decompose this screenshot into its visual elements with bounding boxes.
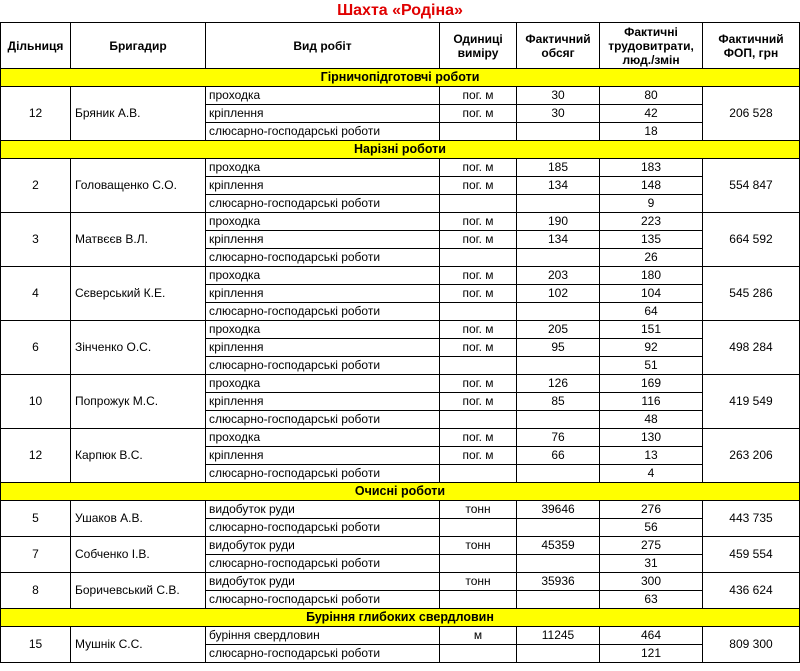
volume-cell	[517, 303, 600, 321]
unit-cell: пог. м	[440, 87, 517, 105]
work-type-cell: проходка	[206, 159, 440, 177]
unit-cell	[440, 555, 517, 573]
section-number-cell: 7	[1, 537, 71, 573]
payroll-cell: 459 554	[703, 537, 800, 573]
payroll-cell: 545 286	[703, 267, 800, 321]
labor-cell: 135	[600, 231, 703, 249]
foreman-cell: Попрожук М.С.	[71, 375, 206, 429]
labor-cell: 42	[600, 105, 703, 123]
volume-cell: 95	[517, 339, 600, 357]
table-row	[1, 213, 800, 231]
volume-cell: 30	[517, 87, 600, 105]
payroll-cell: 498 284	[703, 321, 800, 375]
volume-cell	[517, 411, 600, 429]
unit-cell: пог. м	[440, 285, 517, 303]
section-number-cell: 3	[1, 213, 71, 267]
volume-cell: 45359	[517, 537, 600, 555]
unit-cell	[440, 303, 517, 321]
labor-cell: 56	[600, 519, 703, 537]
section-number-cell: 8	[1, 573, 71, 609]
volume-cell: 134	[517, 177, 600, 195]
volume-cell	[517, 357, 600, 375]
group-header-row	[1, 141, 800, 159]
payroll-cell: 809 300	[703, 627, 800, 663]
work-type-cell: кріплення	[206, 177, 440, 195]
volume-cell	[517, 249, 600, 267]
unit-cell: пог. м	[440, 177, 517, 195]
section-number-cell: 15	[1, 627, 71, 663]
unit-cell: пог. м	[440, 105, 517, 123]
unit-cell	[440, 357, 517, 375]
work-type-cell: слюсарно-господарські роботи	[206, 249, 440, 267]
unit-cell	[440, 465, 517, 483]
volume-cell	[517, 645, 600, 663]
header-unit: Одиниці виміру	[440, 23, 517, 69]
payroll-cell: 263 206	[703, 429, 800, 483]
work-type-cell: видобуток руди	[206, 573, 440, 591]
work-type-cell: проходка	[206, 429, 440, 447]
labor-cell: 31	[600, 555, 703, 573]
work-type-cell: проходка	[206, 87, 440, 105]
payroll-cell: 206 528	[703, 87, 800, 141]
payroll-cell: 436 624	[703, 573, 800, 609]
header-section: Дільниця	[1, 23, 71, 69]
labor-cell: 300	[600, 573, 703, 591]
foreman-cell: Собченко І.В.	[71, 537, 206, 573]
labor-cell: 130	[600, 429, 703, 447]
payroll-cell: 554 847	[703, 159, 800, 213]
work-report-table	[0, 22, 800, 663]
work-type-cell: слюсарно-господарські роботи	[206, 303, 440, 321]
unit-cell	[440, 519, 517, 537]
unit-cell: тонн	[440, 537, 517, 555]
unit-cell	[440, 195, 517, 213]
labor-cell: 26	[600, 249, 703, 267]
work-type-cell: проходка	[206, 321, 440, 339]
table-row	[1, 573, 800, 591]
unit-cell: пог. м	[440, 375, 517, 393]
work-type-cell: слюсарно-господарські роботи	[206, 645, 440, 663]
payroll-cell: 419 549	[703, 375, 800, 429]
labor-cell: 51	[600, 357, 703, 375]
volume-cell: 203	[517, 267, 600, 285]
section-number-cell: 12	[1, 87, 71, 141]
payroll-cell: 443 735	[703, 501, 800, 537]
volume-cell: 190	[517, 213, 600, 231]
work-type-cell: слюсарно-господарські роботи	[206, 519, 440, 537]
volume-cell: 85	[517, 393, 600, 411]
foreman-cell: Матвєєв В.Л.	[71, 213, 206, 267]
table-row	[1, 321, 800, 339]
header-row	[1, 23, 800, 69]
section-number-cell: 12	[1, 429, 71, 483]
work-type-cell: кріплення	[206, 105, 440, 123]
work-type-cell: проходка	[206, 213, 440, 231]
table-row	[1, 87, 800, 105]
labor-cell: 18	[600, 123, 703, 141]
table-row	[1, 159, 800, 177]
labor-cell: 4	[600, 465, 703, 483]
work-type-cell: кріплення	[206, 447, 440, 465]
labor-cell: 92	[600, 339, 703, 357]
unit-cell: тонн	[440, 501, 517, 519]
foreman-cell: Зінченко О.С.	[71, 321, 206, 375]
unit-cell	[440, 411, 517, 429]
unit-cell: м	[440, 627, 517, 645]
work-type-cell: слюсарно-господарські роботи	[206, 195, 440, 213]
page-title: Шахта «Родіна»	[337, 2, 463, 19]
unit-cell: пог. м	[440, 213, 517, 231]
labor-cell: 9	[600, 195, 703, 213]
volume-cell	[517, 465, 600, 483]
work-type-cell: кріплення	[206, 285, 440, 303]
table-row	[1, 627, 800, 645]
labor-cell: 148	[600, 177, 703, 195]
volume-cell: 134	[517, 231, 600, 249]
volume-cell: 185	[517, 159, 600, 177]
group-header-row	[1, 69, 800, 87]
labor-cell: 116	[600, 393, 703, 411]
labor-cell: 121	[600, 645, 703, 663]
volume-cell: 205	[517, 321, 600, 339]
work-type-cell: проходка	[206, 267, 440, 285]
header-volume: Фактичний обсяг	[517, 23, 600, 69]
work-type-cell: слюсарно-господарські роботи	[206, 411, 440, 429]
table-row	[1, 537, 800, 555]
header-work-type: Вид робіт	[206, 23, 440, 69]
header-labor: Фактичні трудовитрати, люд./змін	[600, 23, 703, 69]
foreman-cell: Сєверський К.Е.	[71, 267, 206, 321]
volume-cell: 102	[517, 285, 600, 303]
unit-cell: пог. м	[440, 429, 517, 447]
unit-cell: тонн	[440, 573, 517, 591]
work-type-cell: слюсарно-господарські роботи	[206, 123, 440, 141]
group-title: Очисні роботи	[1, 483, 800, 501]
unit-cell	[440, 591, 517, 609]
section-number-cell: 2	[1, 159, 71, 213]
volume-cell	[517, 195, 600, 213]
group-header-row	[1, 483, 800, 501]
unit-cell	[440, 123, 517, 141]
foreman-cell: Ушаков А.В.	[71, 501, 206, 537]
labor-cell: 151	[600, 321, 703, 339]
work-type-cell: проходка	[206, 375, 440, 393]
volume-cell: 126	[517, 375, 600, 393]
unit-cell: пог. м	[440, 321, 517, 339]
volume-cell: 76	[517, 429, 600, 447]
table-body	[1, 69, 800, 663]
volume-cell	[517, 519, 600, 537]
unit-cell: пог. м	[440, 393, 517, 411]
labor-cell: 223	[600, 213, 703, 231]
volume-cell: 66	[517, 447, 600, 465]
labor-cell: 104	[600, 285, 703, 303]
section-number-cell: 5	[1, 501, 71, 537]
labor-cell: 80	[600, 87, 703, 105]
header-foreman: Бригадир	[71, 23, 206, 69]
unit-cell	[440, 645, 517, 663]
group-title: Гірничопідготовчі роботи	[1, 69, 800, 87]
work-type-cell: слюсарно-господарські роботи	[206, 591, 440, 609]
labor-cell: 275	[600, 537, 703, 555]
section-number-cell: 10	[1, 375, 71, 429]
table-row	[1, 429, 800, 447]
labor-cell: 464	[600, 627, 703, 645]
table-row	[1, 501, 800, 519]
labor-cell: 63	[600, 591, 703, 609]
work-type-cell: кріплення	[206, 393, 440, 411]
volume-cell: 35936	[517, 573, 600, 591]
work-type-cell: видобуток руди	[206, 537, 440, 555]
volume-cell	[517, 591, 600, 609]
section-number-cell: 4	[1, 267, 71, 321]
labor-cell: 13	[600, 447, 703, 465]
labor-cell: 276	[600, 501, 703, 519]
header-payroll: Фактичний ФОП, грн	[703, 23, 800, 69]
foreman-cell: Мушнік С.С.	[71, 627, 206, 663]
volume-cell: 39646	[517, 501, 600, 519]
work-type-cell: видобуток руди	[206, 501, 440, 519]
labor-cell: 48	[600, 411, 703, 429]
table-row	[1, 267, 800, 285]
unit-cell: пог. м	[440, 231, 517, 249]
work-type-cell: кріплення	[206, 339, 440, 357]
payroll-cell: 664 592	[703, 213, 800, 267]
table-row	[1, 375, 800, 393]
foreman-cell: Бряник А.В.	[71, 87, 206, 141]
foreman-cell: Карпюк В.С.	[71, 429, 206, 483]
unit-cell: пог. м	[440, 447, 517, 465]
work-type-cell: кріплення	[206, 231, 440, 249]
unit-cell	[440, 249, 517, 267]
volume-cell: 30	[517, 105, 600, 123]
labor-cell: 64	[600, 303, 703, 321]
foreman-cell: Головащенко С.О.	[71, 159, 206, 213]
labor-cell: 183	[600, 159, 703, 177]
work-type-cell: буріння свердловин	[206, 627, 440, 645]
group-header-row	[1, 609, 800, 627]
group-title: Нарізні роботи	[1, 141, 800, 159]
unit-cell: пог. м	[440, 339, 517, 357]
volume-cell	[517, 555, 600, 573]
section-number-cell: 6	[1, 321, 71, 375]
work-type-cell: слюсарно-господарські роботи	[206, 357, 440, 375]
volume-cell	[517, 123, 600, 141]
volume-cell: 11245	[517, 627, 600, 645]
labor-cell: 180	[600, 267, 703, 285]
unit-cell: пог. м	[440, 159, 517, 177]
group-title: Буріння глибоких свердловин	[1, 609, 800, 627]
unit-cell: пог. м	[440, 267, 517, 285]
work-type-cell: слюсарно-господарські роботи	[206, 465, 440, 483]
foreman-cell: Боричевський С.В.	[71, 573, 206, 609]
work-type-cell: слюсарно-господарські роботи	[206, 555, 440, 573]
labor-cell: 169	[600, 375, 703, 393]
